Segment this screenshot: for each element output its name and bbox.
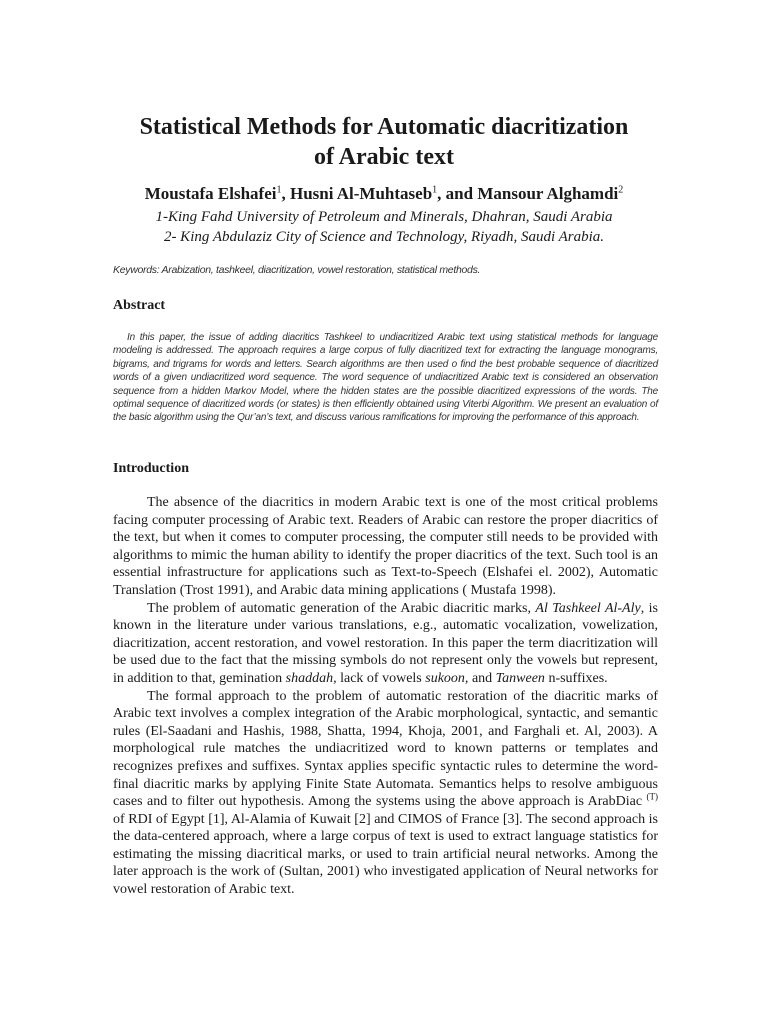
term-al-tashkeel: Al Tashkeel Al-Aly [535, 600, 641, 616]
keywords: Keywords: Arabization, tashkeel, diacritization, vowel restoration, statistical methods. [113, 264, 481, 276]
affiliation-1: 1-King Fahd University of Petroleum and Minerals, Dhahran, Saudi Arabia [155, 209, 613, 225]
affiliation-marker: 1 [432, 184, 438, 196]
text-run: of RDI of Egypt [1], Al-Alamia of Kuwait [2] and CIMOS of France [3]. The second approach is the data-centered approach, where a large corpus of text is used to extract language statistics for estimating the missing diacritical marks, or used to train artificial neural networks. Among the later approach is the work of (Sultan, 2001) who investigated application of Neural networks for vowel restoration of Arabic text. [113, 811, 658, 898]
text-run: The problem of automatic generation of the Arabic diacritic marks, [147, 600, 536, 616]
text-run: n-suffixes. [544, 670, 608, 686]
abstract-heading: Abstract [113, 298, 166, 313]
text-run: lack of vowels [336, 670, 426, 686]
text-run: , is known in the literature under various translations, e.g., automatic vocalization, vowelization, diacritization, accent restoration, and vowel restoration. In this paper the term diacritization will be used due to the fact that the missing symbols do not represent only the vowels but represent, in addition to that, gemination [113, 600, 658, 686]
author-separator: , [281, 184, 290, 203]
paragraph: The absence of the diacritics in modern Arabic text is one of the most critical problems facing computer processing of Arabic text. Readers of Arabic can restore the proper diacritics of the text, but when it comes to computer processing, the computer still needs to be provided with algorithms to mimic the human ability to identify the proper diacritics of the text. Such tool is an essential infrastructure for applications such as Text-to-Speech (Elshafei el. 2002), Automatic Translation (Trost 1991), and Arabic data mining applications ( Mustafa 1998). [113, 495, 658, 598]
affiliation-2: 2- King Abdulaziz City of Science and Technology, Riyadh, Saudi Arabia. [163, 229, 605, 245]
text-run: and [468, 670, 496, 686]
author-separator: , and [437, 184, 478, 203]
affiliation-marker: 1 [276, 184, 282, 196]
text-run: The formal approach to the problem of automatic restoration of the diacritic marks of Arabic text involves a complex integration of the Arabic morphological, syntactic, and semantic rules (El-Saadani and Hashis, 1988, Shatta, 1994, Khoja, 2001, and Farghali et. Al, 2003). A morphological rule matches the undiacritized word to known patterns or templates and recognizes prefixes and suffixes. Syntax applies specific syntactic rules to determine the word-final diacritic marks by applying Finite State Automata. Semantics helps to resolve ambiguous cases and to filter out hypothesis. Among the systems using the above approach is ArabDiac [113, 688, 658, 810]
introduction-heading: Introduction [113, 461, 189, 476]
abstract-text: In this paper, the issue of adding diacritics Tashkeel to undiacritized Arabic text using statistical methods for language modeling is addressed. The approach requires a large corpus of fully diacritized text for extracting the language monograms, bigrams, and trigrams for words and letters. Search algorithms are then used o find the best probable sequence of diacritized words of a given undiacritized word sequence. The word sequence of undiacritized Arabic text is considered an observation sequence from a hidden Markov Model, where the hidden states are the possible diacritized expressions of the words. The optimal sequence of diacritized words (or states) is then efficiently obtained using Viterbi Algorithm. We present an evaluation of the basic algorithm using the Qur’an’s text, and discuss various ramifications for improving the performance of this approach. [113, 332, 658, 424]
author-list [60, 182, 708, 206]
author-name: Husni Al-Muhtaseb [289, 184, 433, 203]
author-name: Mansour Alghamdi [477, 184, 619, 203]
author-name: Moustafa Elshafei [144, 184, 277, 203]
term-sukoon: sukoon, [425, 670, 469, 686]
paragraph [113, 688, 658, 899]
term-shaddah: shaddah, [285, 670, 337, 686]
title-line-2: of Arabic text [314, 144, 454, 170]
affiliation-marker: 2 [618, 184, 624, 196]
introduction-body [113, 494, 658, 899]
paragraph [113, 600, 658, 688]
trademark-marker: (T) [646, 791, 658, 802]
paper-title [100, 112, 668, 172]
title-line-1: Statistical Methods for Automatic diacritization [139, 114, 629, 140]
term-tanween: Tanween [495, 670, 545, 686]
